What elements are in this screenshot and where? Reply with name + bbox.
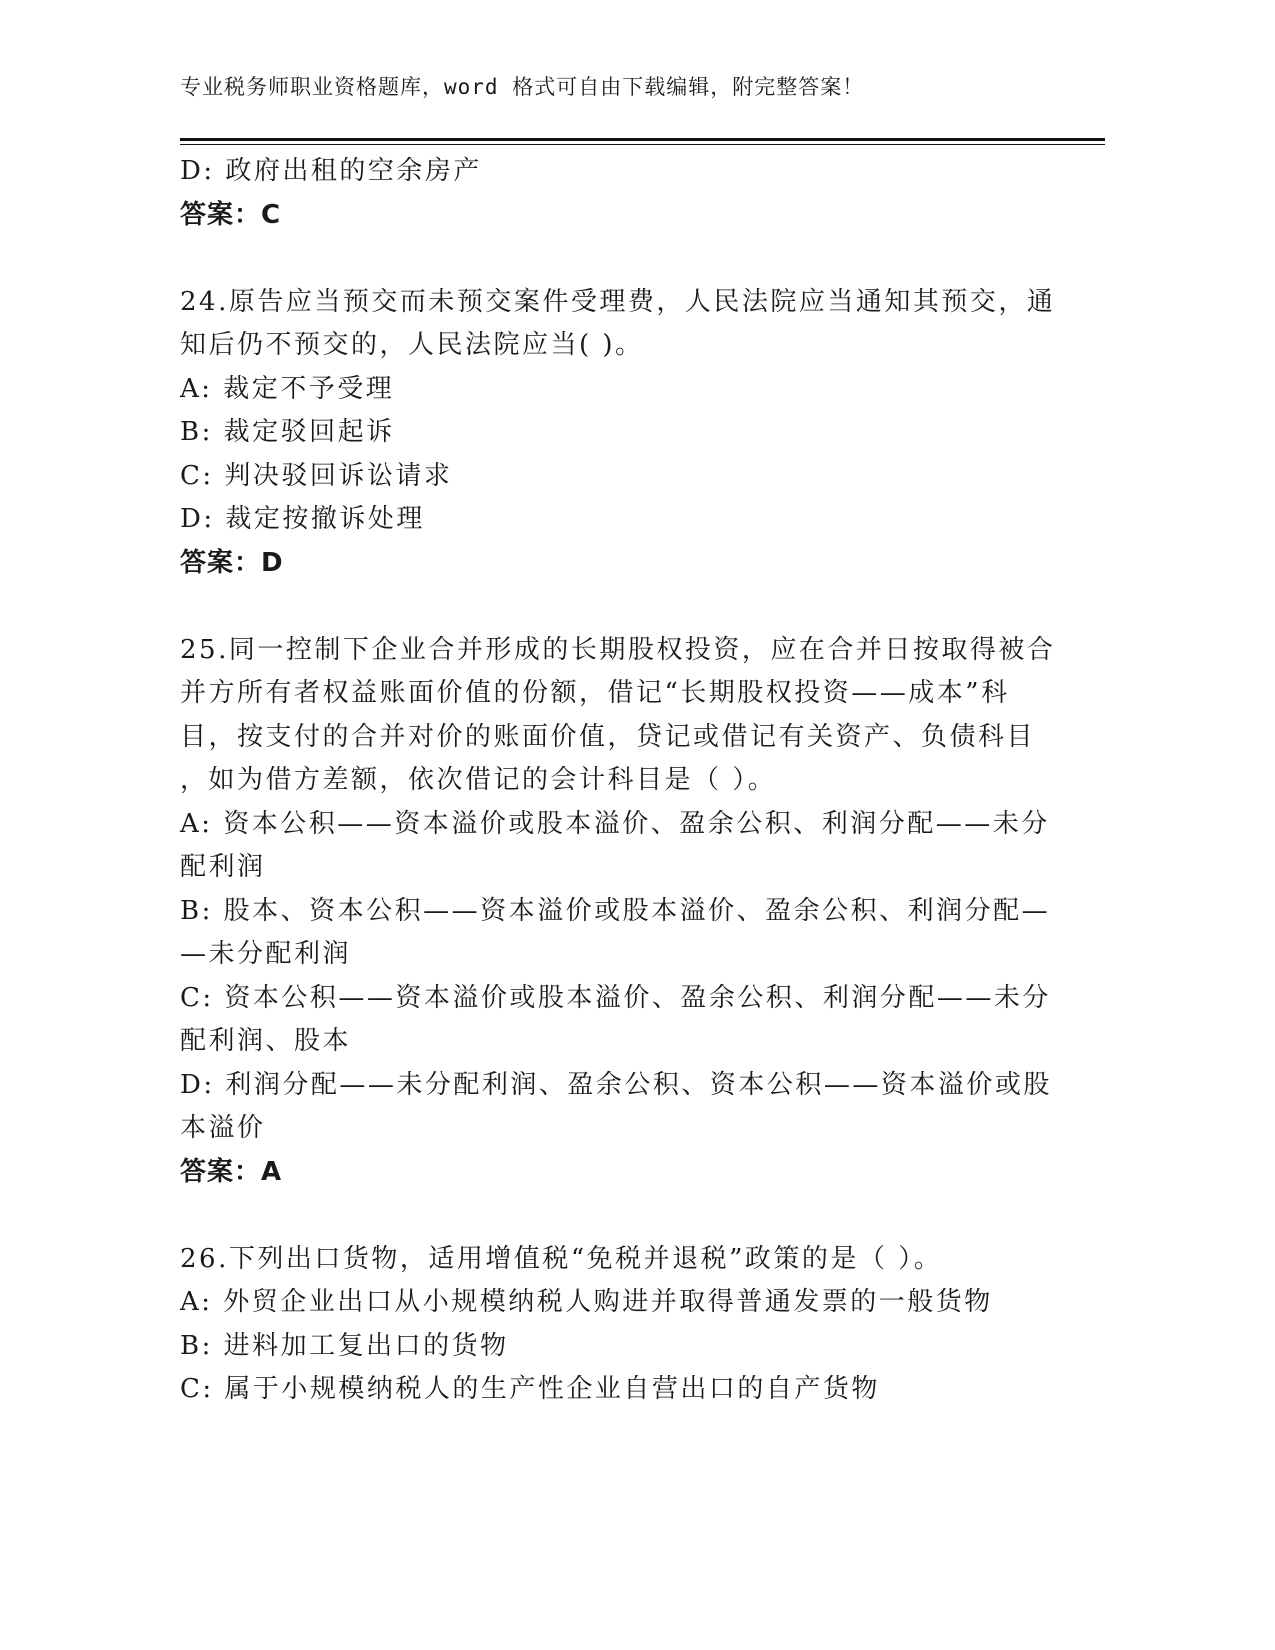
q25-stem-line: ，如为借方差额，依次借记的会计科目是（ ）。 — [180, 765, 777, 795]
q24-stem-line: 知后仍不预交的，人民法院应当( )。 — [180, 330, 644, 360]
q25-option-a: A: 资本公积——资本溢价或股本溢价、盈余公积、利润分配——未分 — [180, 808, 1050, 839]
header-rule-thick — [180, 138, 1105, 141]
header-rule-thin — [180, 144, 1105, 145]
q25-stem-line: 25.同一控制下企业合并形成的长期股权投资，应在合并日按取得被合 — [180, 634, 1056, 665]
q26-stem: 26.下列出口货物，适用增值税“免税并退税”政策的是（ ）。 — [180, 1243, 943, 1274]
q26-option-c: C: 属于小规模纳税人的生产性企业自营出口的自产货物 — [180, 1374, 880, 1404]
q24-option-a: A: 裁定不予受理 — [180, 373, 395, 404]
q26-option-b: B: 进料加工复出口的货物 — [180, 1330, 509, 1361]
page-header: 专业税务师职业资格题库，word 格式可自由下载编辑，附完整答案！ — [180, 75, 865, 99]
q25-stem-line: 目，按支付的合并对价的账面价值，贷记或借记有关资产、负债科目 — [180, 721, 1036, 752]
q24-option-b: B: 裁定驳回起诉 — [180, 417, 395, 447]
q23-answer: 答案：C — [180, 199, 282, 230]
q24-option-d: D: 裁定按撤诉处理 — [180, 504, 425, 534]
q23-option-d: D: 政府出租的空余房产 — [180, 156, 482, 186]
q25-option-c-cont: 配利润、股本 — [180, 1026, 352, 1056]
q26-option-a: A: 外贸企业出口从小规模纳税人购进并取得普通发票的一般货物 — [180, 1287, 993, 1317]
q24-option-c: C: 判决驳回诉讼请求 — [180, 460, 453, 491]
q25-option-d-cont: 本溢价 — [180, 1113, 266, 1143]
q24-answer: 答案：D — [180, 547, 284, 578]
q24-stem-line: 24.原告应当预交而未预交案件受理费，人民法院应当通知其预交，通 — [180, 286, 1056, 317]
q25-answer: 答案：A — [180, 1156, 283, 1187]
q25-stem-line: 并方所有者权益账面价值的份额，借记“长期股权投资——成本”科 — [180, 678, 1010, 708]
q25-option-d: D: 利润分配——未分配利润、盈余公积、资本公积——资本溢价或股 — [180, 1069, 1052, 1100]
question-content — [180, 150, 1056, 1412]
q25-option-b-cont: —未分配利润 — [180, 939, 352, 969]
q25-option-c: C: 资本公积——资本溢价或股本溢价、盈余公积、利润分配——未分 — [180, 982, 1051, 1013]
q25-option-b: B: 股本、资本公积——资本溢价或股本溢价、盈余公积、利润分配— — [180, 895, 1051, 926]
q25-option-a-cont: 配利润 — [180, 852, 266, 882]
